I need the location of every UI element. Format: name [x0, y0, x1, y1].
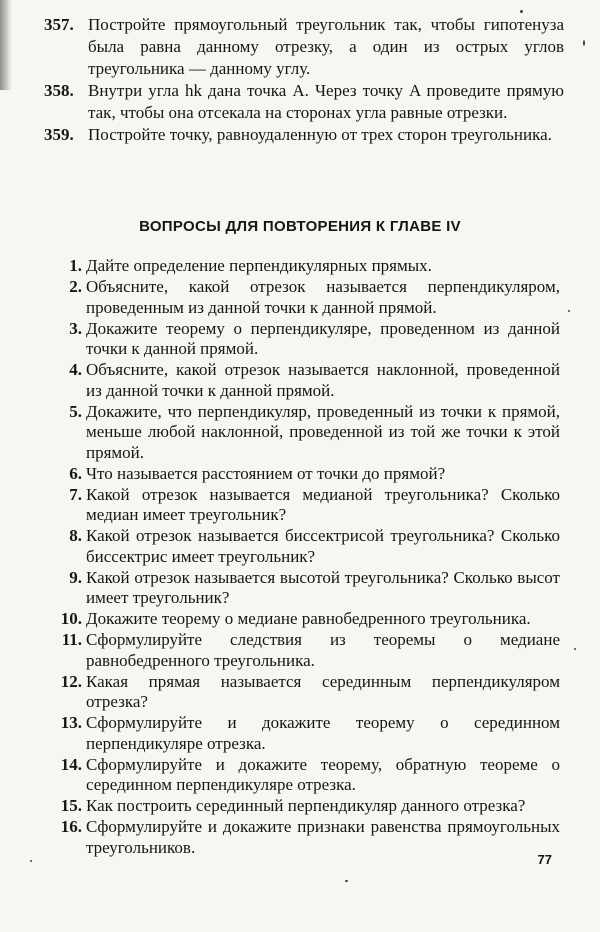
question-number: 11. — [61, 630, 82, 649]
page-number: 77 — [537, 852, 552, 867]
scan-speck — [30, 860, 32, 862]
question-item — [52, 713, 560, 754]
question-text: Объясните, какой отрезок называется перпендикуляром, проведенным из данной точки к данной прямой. — [86, 277, 560, 317]
problem-number: 359. — [44, 125, 74, 144]
question-number: 4. — [69, 360, 82, 379]
question-text: Какой отрезок называется высотой треугольника? Сколько высот имеет треугольник? — [86, 567, 560, 607]
scan-speck — [520, 10, 523, 13]
question-text: Дайте определение перпендикулярных прямых. — [86, 256, 432, 275]
question-text: Какой отрезок называется медианой треугольника? Сколько медиан имеет треугольник? — [86, 484, 560, 524]
review-question-list — [52, 256, 560, 859]
question-item — [52, 485, 560, 526]
problem-item — [44, 14, 564, 80]
question-item — [52, 568, 560, 609]
question-number: 1. — [69, 256, 82, 275]
problem-item — [44, 80, 564, 124]
question-number: 13. — [60, 713, 82, 732]
problem-item — [44, 124, 564, 146]
problem-number: 357. — [44, 15, 74, 34]
question-text: Докажите теорему о медиане равнобедренного треугольника. — [86, 609, 531, 628]
question-number: 6. — [69, 463, 82, 483]
question-item — [52, 755, 560, 796]
question-text: Сформулируйте и докажите теорему, обратную теореме о серединном перпендикуляре отрезка. — [86, 754, 560, 794]
question-text: Объясните, какой отрезок называется наклонной, проведенной из данной точки к данной прямой. — [86, 360, 560, 400]
problem-text: Постройте прямоугольный треугольник так, чтобы гипотенуза была равна данному отрезку, а один из острых углов треугольника — данному углу. — [88, 15, 564, 78]
question-item — [52, 817, 560, 858]
scan-speck — [568, 310, 570, 312]
question-number: 2. — [69, 277, 82, 296]
problem-text: Внутри угла hk дана точка A. Через точку A проведите прямую так, чтобы она отсекала на сторонах угла равные отрезки. — [88, 81, 564, 122]
question-number: 10. — [60, 609, 82, 628]
question-item — [52, 464, 560, 485]
question-text: Докажите теорему о перпендикуляре, проведенном из данной точки к данной прямой. — [86, 318, 560, 358]
question-text: Сформулируйте и докажите признаки равенства прямоугольных треугольников. — [86, 817, 560, 857]
question-item — [52, 672, 560, 713]
question-text: Сформулируйте и докажите теорему о серединном перпендикуляре отрезка. — [86, 713, 560, 753]
question-text: Какой отрезок называется биссектрисой треугольника? Сколько биссектрис имеет треугольник? — [86, 526, 560, 566]
question-item — [52, 319, 560, 360]
question-item — [52, 360, 560, 401]
section-heading: ВОПРОСЫ ДЛЯ ПОВТОРЕНИЯ К ГЛАВЕ IV — [139, 218, 461, 235]
question-text: Что называется расстоянием от точки до прямой? — [86, 463, 446, 483]
question-number: 16. — [60, 817, 82, 836]
question-number: 12. — [60, 671, 82, 691]
question-text: Как построить серединный перпендикуляр данного отрезка? — [86, 796, 526, 815]
question-item — [52, 609, 560, 630]
question-item — [52, 630, 560, 671]
scan-binding-shadow — [0, 0, 12, 90]
question-number: 8. — [69, 526, 82, 545]
question-number: 7. — [69, 484, 82, 504]
scan-speck — [574, 648, 576, 650]
question-text: Сформулируйте следствия из теоремы о медиане равнобедренного треугольника. — [86, 630, 560, 670]
problem-text: Постройте точку, равноудаленную от трех сторон треугольника. — [88, 125, 552, 144]
question-number: 14. — [60, 754, 82, 774]
question-item — [52, 526, 560, 567]
question-item — [52, 402, 560, 464]
question-item — [52, 277, 560, 318]
scan-speck — [345, 880, 348, 882]
problem-list — [44, 14, 564, 146]
question-text: Докажите, что перпендикуляр, проведенный из точки к прямой, меньше любой наклонной, проведенной из той же точки к этой прямой. — [86, 401, 560, 462]
question-number: 15. — [60, 796, 82, 815]
question-item — [52, 796, 560, 817]
question-number: 9. — [69, 567, 82, 587]
problem-number: 358. — [44, 81, 74, 100]
question-text: Какая прямая называется серединным перпендикуляром отрезка? — [86, 671, 560, 711]
question-number: 5. — [69, 401, 82, 421]
question-item — [52, 256, 560, 277]
scan-speck — [583, 40, 585, 46]
question-number: 3. — [69, 318, 82, 338]
